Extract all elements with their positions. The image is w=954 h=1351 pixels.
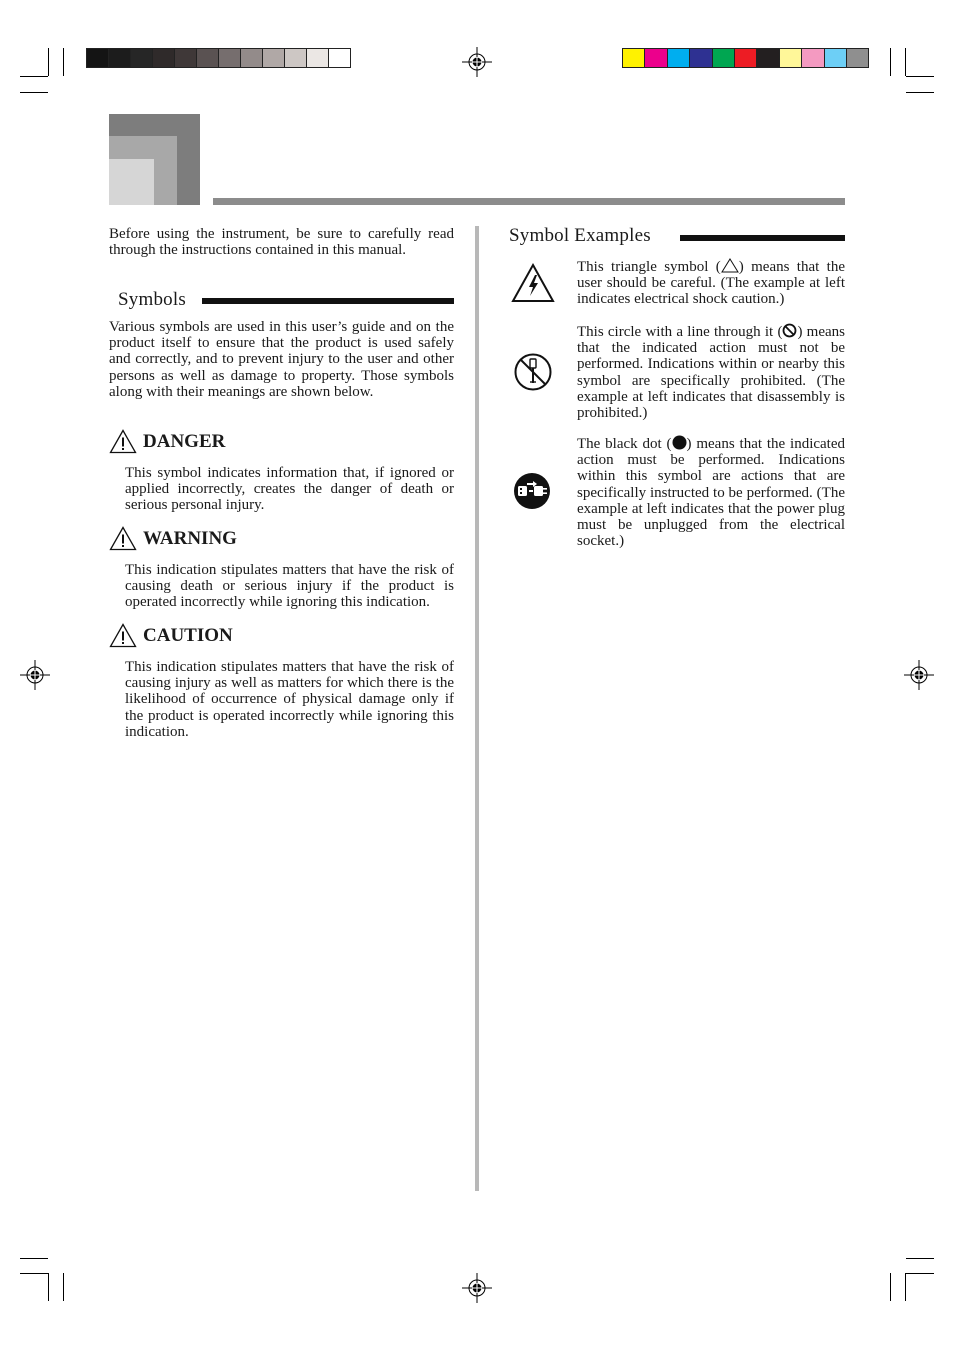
crop-mark xyxy=(905,1273,906,1301)
warning-label: WARNING xyxy=(143,527,237,549)
crop-mark xyxy=(20,1273,48,1274)
color-swatch xyxy=(108,48,131,68)
warning-triangle-icon xyxy=(109,623,137,648)
crop-mark xyxy=(905,48,906,76)
color-swatch xyxy=(130,48,153,68)
color-swatch xyxy=(306,48,329,68)
crop-mark xyxy=(48,1273,49,1301)
dot-text-pre: The black dot ( xyxy=(577,436,672,452)
color-swatch xyxy=(712,48,735,68)
circle-text-post: ) means that the indicated action must not be performed. Indications within or nearby this symbol are specifically prohibited. (The example at left indicates that disassembly is prohibited.) xyxy=(577,324,845,422)
color-swatch xyxy=(667,48,690,68)
registration-mark-icon xyxy=(462,47,492,77)
crop-mark xyxy=(890,48,891,76)
color-swatch xyxy=(152,48,175,68)
triangle-text-pre: This triangle symbol ( xyxy=(577,259,721,275)
caution-label: CAUTION xyxy=(143,624,233,646)
warning-title xyxy=(109,526,237,551)
color-swatch xyxy=(824,48,847,68)
dot-text-post: ) means that the indicated action must be performed. Indications within this symbol are actions that are specifically instructed to be performed. (The example at left indicates that the power plug must be unplugged from the electrical socket.) xyxy=(577,436,846,550)
header-graphic xyxy=(109,159,154,205)
header-rule xyxy=(213,198,845,205)
color-swatch xyxy=(801,48,824,68)
crop-mark xyxy=(906,1258,934,1259)
color-swatch xyxy=(328,48,351,68)
color-swatch xyxy=(734,48,757,68)
heading-bar xyxy=(680,235,845,241)
dot-text xyxy=(577,435,845,549)
electric-shock-caution-icon xyxy=(510,262,556,304)
triangle-text-post: ) means that the user should be careful. (The example at left indicates electrical shock caution.) xyxy=(577,259,845,308)
crop-mark xyxy=(63,1273,64,1301)
unplug-power-icon xyxy=(513,472,551,510)
color-swatch xyxy=(846,48,869,68)
color-swatch xyxy=(644,48,667,68)
symbol-examples-heading: Symbol Examples xyxy=(509,225,651,246)
warning-text: This indication stipulates matters that have the risk of causing death or serious injury if the product is operated incorrectly while ignoring this indication. xyxy=(125,562,454,611)
symbols-text: Various symbols are used in this user’s guide and on the product itself to ensure that the product is used safely and correctly, and to prevent injury to the user and other persons as well as damage to property. Those symbols along with their meanings are shown below. xyxy=(109,319,454,400)
color-swatch xyxy=(174,48,197,68)
registration-mark-icon xyxy=(904,660,934,690)
color-swatch xyxy=(284,48,307,68)
crop-mark xyxy=(906,76,934,77)
intro-text: Before using the instrument, be sure to carefully read through the instructions contained in this manual. xyxy=(109,226,454,259)
crop-mark xyxy=(48,48,49,76)
crop-mark xyxy=(20,76,48,77)
color-swatch xyxy=(240,48,263,68)
crop-mark xyxy=(20,92,48,93)
heading-bar xyxy=(202,298,454,304)
color-swatch xyxy=(262,48,285,68)
color-swatch xyxy=(86,48,109,68)
registration-mark-icon xyxy=(462,1273,492,1303)
warning-triangle-icon xyxy=(109,526,137,551)
black-dot-icon xyxy=(672,435,687,450)
color-swatch xyxy=(779,48,802,68)
no-disassembly-icon xyxy=(513,352,553,392)
danger-title xyxy=(109,429,225,454)
circle-text xyxy=(577,323,845,421)
color-swatch xyxy=(756,48,779,68)
caution-title xyxy=(109,623,233,648)
circle-text-pre: This circle with a line through it ( xyxy=(577,324,783,340)
color-swatch xyxy=(196,48,219,68)
crop-mark xyxy=(890,1273,891,1301)
caution-text: This indication stipulates matters that have the risk of causing injury as well as matters for which there is the likelihood of occurrence of physical damage only if the product is operated incorrectly while ignoring this indication. xyxy=(125,659,454,740)
color-swatch xyxy=(689,48,712,68)
registration-mark-icon xyxy=(20,660,50,690)
crop-mark xyxy=(63,48,64,76)
danger-label: DANGER xyxy=(143,430,226,452)
danger-text: This symbol indicates information that, if ignored or applied incorrectly, creates the danger of death or serious personal injury. xyxy=(125,465,454,514)
triangle-icon xyxy=(721,258,739,273)
column-divider xyxy=(475,226,479,1191)
crop-mark xyxy=(20,1258,48,1259)
warning-triangle-icon xyxy=(109,429,137,454)
triangle-text xyxy=(577,258,845,308)
crop-mark xyxy=(906,92,934,93)
prohibited-icon xyxy=(782,323,797,338)
crop-mark xyxy=(906,1273,934,1274)
symbols-heading: Symbols xyxy=(118,289,186,310)
color-swatch xyxy=(622,48,645,68)
color-swatch xyxy=(218,48,241,68)
